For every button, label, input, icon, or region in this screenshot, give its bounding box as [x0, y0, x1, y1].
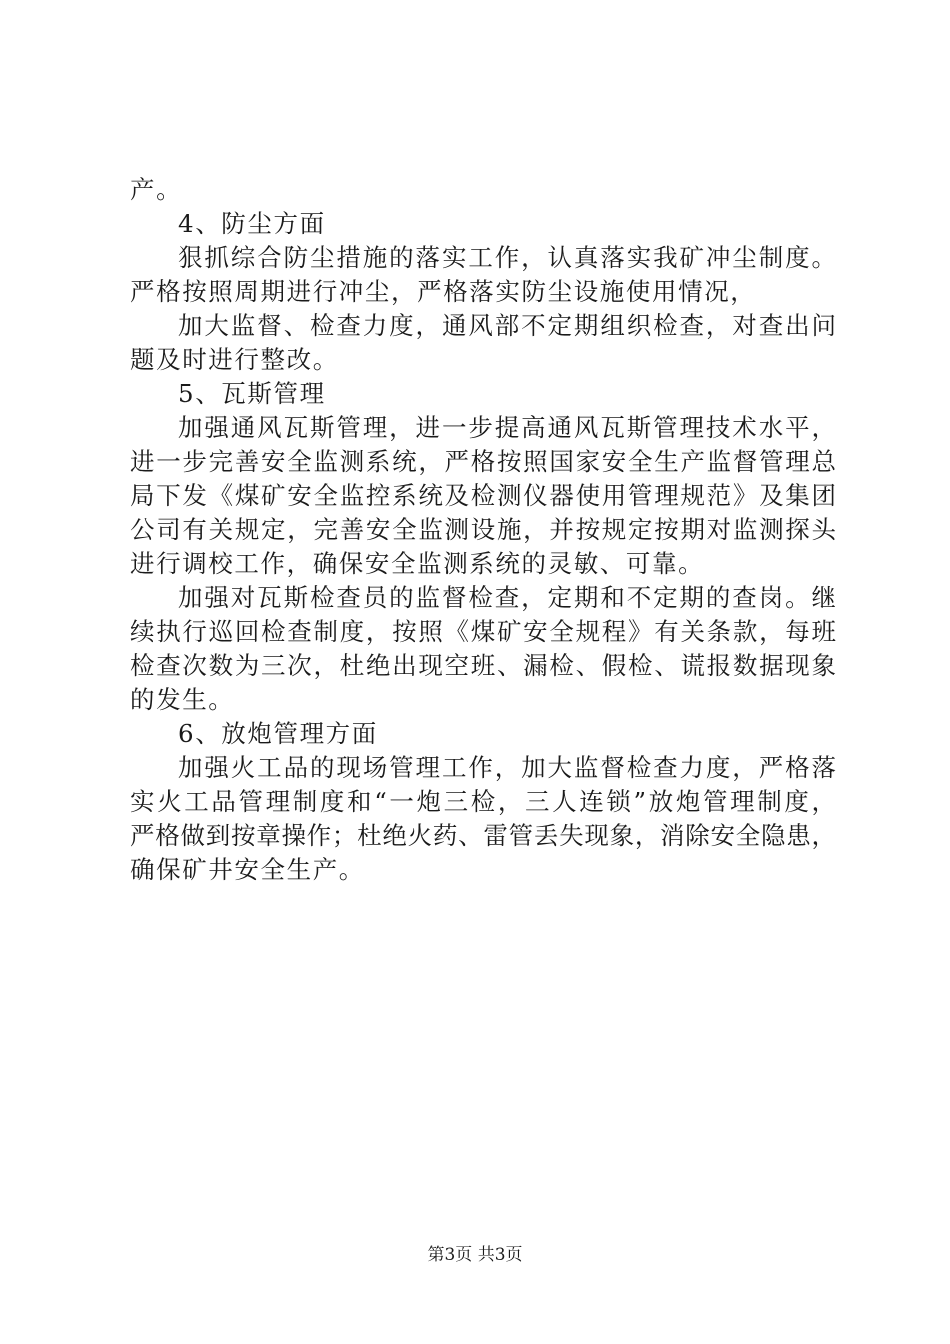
document-body: [130, 173, 836, 887]
paragraph-line: 公司有关规定，完善安全监测设施，并按规定按期对监测探头: [130, 515, 836, 544]
paragraph-line: 题及时进行整改。: [130, 345, 339, 374]
section-heading-dust-prevention: 4、防尘方面: [178, 209, 326, 238]
paragraph-line: 严格按照周期进行冲尘，严格落实防尘设施使用情况，: [130, 277, 757, 306]
section-heading-gas-management: 5、瓦斯管理: [178, 379, 326, 408]
paragraph-line: 确保矿井安全生产。: [130, 855, 365, 884]
paragraph-line: 加强火工品的现场管理工作，加大监督检查力度，严格落: [178, 753, 836, 782]
paragraph-line: 加强通风瓦斯管理，进一步提高通风瓦斯管理技术水平，: [178, 413, 836, 442]
paragraph-line: 严格做到按章操作；杜绝火药、雷管丢失现象，消除安全隐患，: [130, 821, 836, 850]
paragraph-line: 产。: [130, 175, 183, 204]
paragraph-line: 进一步完善安全监测系统，严格按照国家安全生产监督管理总: [130, 447, 836, 476]
section-heading-blasting-management: 6、放炮管理方面: [178, 719, 378, 748]
paragraph-line: 加大监督、检查力度，通风部不定期组织检查，对查出问: [178, 311, 836, 340]
paragraph-line: 续执行巡回检查制度，按照《煤矿安全规程》有关条款，每班: [130, 617, 836, 646]
paragraph-line: 进行调校工作，确保安全监测系统的灵敏、可靠。: [130, 549, 705, 578]
paragraph-line: 狠抓综合防尘措施的落实工作，认真落实我矿冲尘制度。: [178, 243, 836, 272]
paragraph-line: 局下发《煤矿安全监控系统及检测仪器使用管理规范》及集团: [130, 481, 836, 510]
paragraph-line: 的发生。: [130, 685, 235, 714]
page-number-footer: 第3页 共3页: [427, 1245, 523, 1265]
paragraph-line: 加强对瓦斯检查员的监督检查，定期和不定期的查岗。继: [178, 583, 836, 612]
paragraph-line: 实火工品管理制度和“一炮三检，三人连锁”放炮管理制度，: [130, 787, 836, 816]
paragraph-line: 检查次数为三次，杜绝出现空班、漏检、假检、谎报数据现象: [130, 651, 836, 680]
